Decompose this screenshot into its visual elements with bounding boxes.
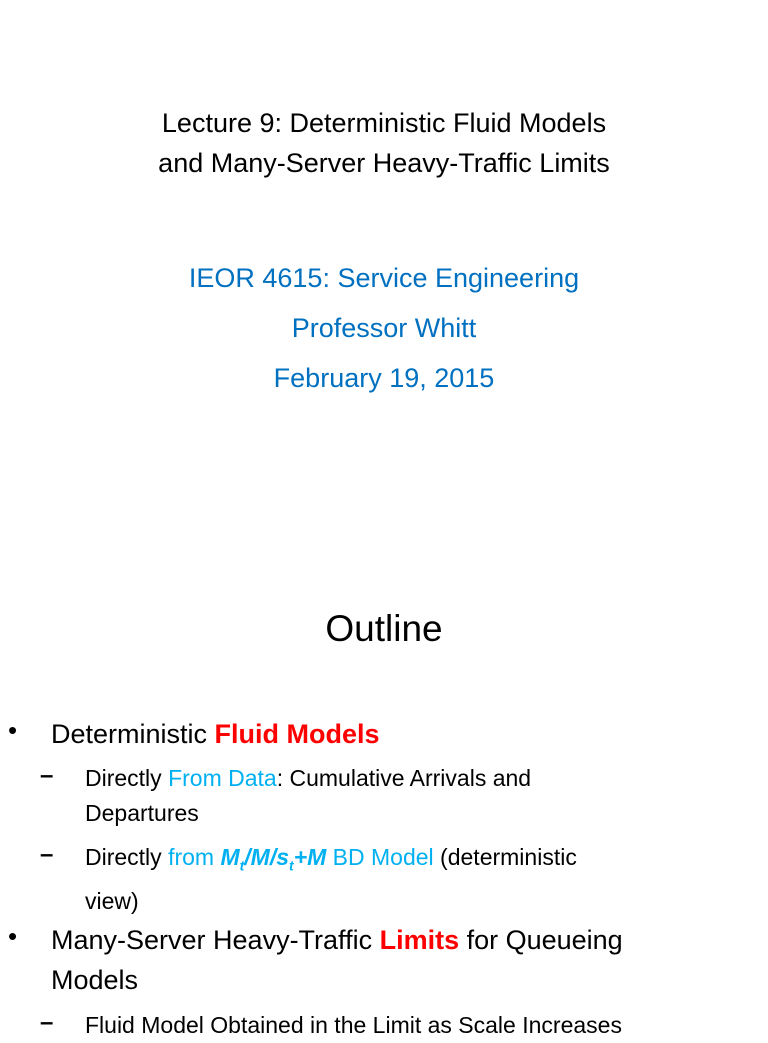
lecture-date: February 19, 2015 [273, 363, 495, 393]
model-end: +M [293, 844, 327, 870]
from-highlight: from [168, 844, 221, 870]
sub-prefix: Directly [85, 765, 169, 791]
dash-mark: – [40, 1009, 54, 1036]
fluid-models-highlight: Fluid Models [214, 719, 380, 749]
sub-rest-line-1: : Cumulative Arrivals and [276, 765, 532, 791]
outline-slide [0, 560, 768, 1038]
limits-highlight: Limits [379, 925, 460, 955]
sub-text [85, 761, 728, 831]
professor-name: Professor Whitt [291, 313, 477, 343]
sub-text: Fluid Model Obtained in the Limit as Scale Increases [85, 1012, 622, 1038]
dash-mark: – [40, 762, 54, 789]
sub-rest-line-2: view) [85, 887, 139, 914]
bd-model-highlight: BD Model [326, 844, 434, 870]
bullet-text [51, 920, 748, 1000]
bullet-mark: • [8, 715, 18, 745]
course-name: IEOR 4615: Service Engineering [188, 263, 580, 293]
lecture-title-line-2: and Many-Server Heavy-Traffic Limits [158, 148, 610, 178]
from-data-highlight: From Data [168, 765, 277, 791]
bullet-text [51, 714, 748, 754]
sub-prefix: Directly [85, 844, 169, 870]
bullet-mark: • [8, 921, 18, 951]
sub-rest-line-2: Departures [85, 800, 199, 826]
outline-title: Outline [325, 608, 443, 649]
model-notation [220, 844, 327, 874]
model-subscript-t: t [239, 857, 245, 874]
bullet-rest-line-2: Models [51, 965, 139, 995]
bullet-prefix: Deterministic [51, 719, 215, 749]
dash-mark: – [40, 841, 54, 868]
sub-rest-line-1: (deterministic [433, 844, 577, 870]
model-mid: /M/s [244, 844, 290, 870]
bullet-prefix: Many-Server Heavy-Traffic [51, 925, 380, 955]
sub-text [85, 840, 728, 919]
model-subscript-t: t [289, 857, 294, 874]
model-m: M [220, 844, 240, 870]
bullet-rest-line-1: for Queueing [459, 925, 623, 955]
lecture-title-line-1: Lecture 9: Deterministic Fluid Models [161, 108, 607, 138]
